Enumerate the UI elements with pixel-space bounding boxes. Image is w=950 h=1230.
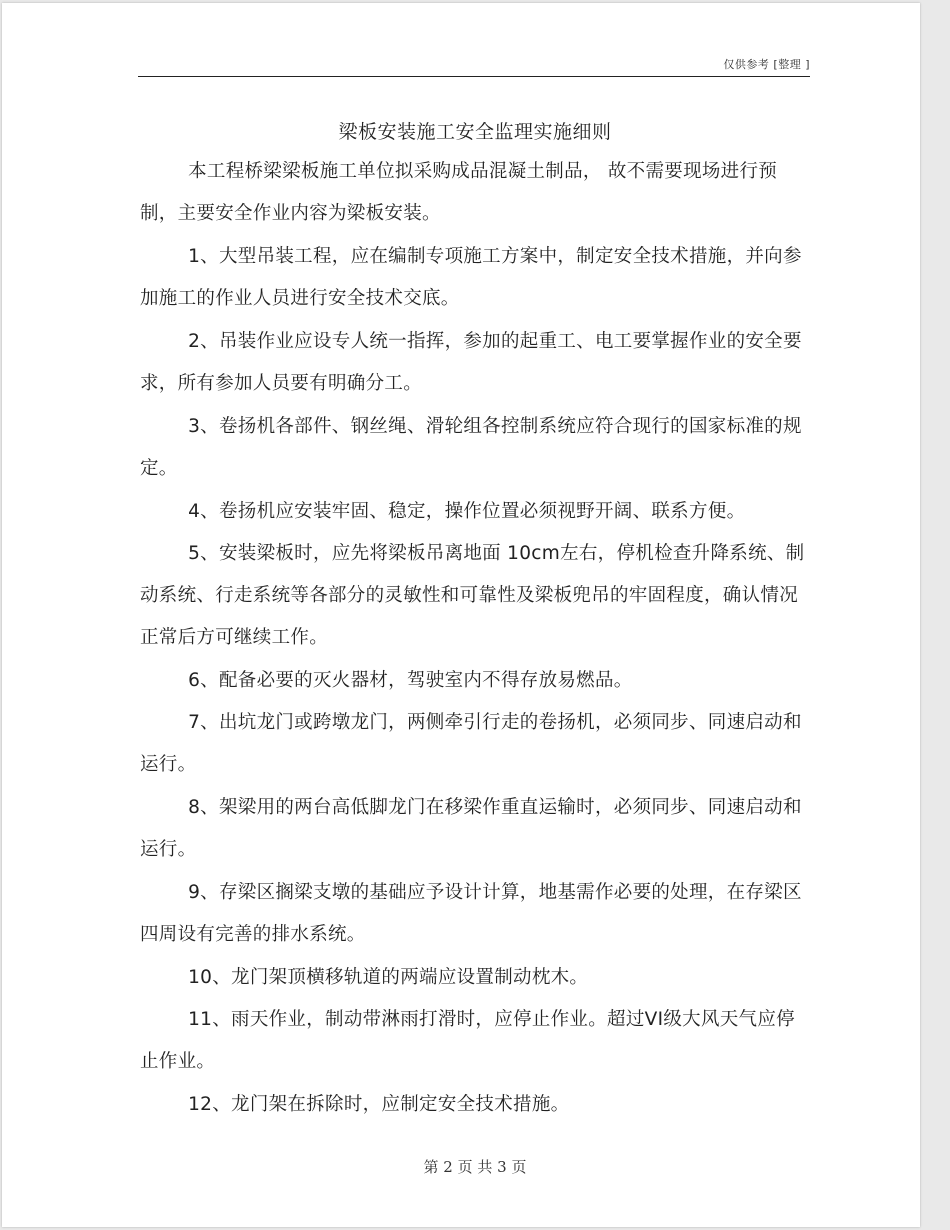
header-note: 仅供参考 [整理 ] (723, 58, 810, 71)
paragraph-item-7: 7、出坑龙门或跨墩龙门，两侧牵引行走的卷扬机，必须同步、同速启动和运行。 (140, 712, 802, 775)
paragraph-item-9: 9、存梁区搁梁支墩的基础应予设计计算，地基需作必要的处理，在存梁区四周设有完善的排水系统。 (140, 882, 802, 945)
paragraph-item-10: 10、龙门架顶横移轨道的两端应设置制动枕木。 (188, 967, 589, 988)
paragraph-item-4: 4、卷扬机应安装牢固、稳定，操作位置必须视野开阔、联系方便。 (188, 501, 746, 522)
paragraph-item-6: 6、配备必要的灭火器材，驾驶室内不得存放易燃品。 (188, 670, 633, 691)
paragraph-item-1: 1、大型吊装工程，应在编制专项施工方案中，制定安全技术措施，并向参加施工的作业人员进行安全技术交底。 (140, 246, 802, 309)
document-title: 梁板安装施工安全监理实施细则 (338, 121, 612, 143)
paragraph-item-2: 2、吊装作业应设专人统一指挥，参加的起重工、电工要掌握作业的安全要求，所有参加人员要有明确分工。 (140, 331, 802, 394)
paragraph-item-5: 5、安装梁板时，应先将梁板吊离地面 10cm左右，停机检查升降系统、制动系统、行走系统等各部分的灵敏性和可靠性及梁板兜吊的牢固程度，确认情况正常后方可继续工作。 (140, 543, 805, 648)
page-header (138, 54, 810, 77)
page-footer: 第 2 页 共 3 页 (423, 1158, 527, 1176)
paragraph-item-8: 8、架梁用的两台高低脚龙门在移梁作重直运输时，必须同步、同速启动和运行。 (140, 797, 802, 860)
paragraph-item-3: 3、卷扬机各部件、钢丝绳、滑轮组各控制系统应符合现行的国家标准的规定。 (140, 416, 802, 479)
paragraph-intro: 本工程桥梁梁板施工单位拟采购成品混凝土制品， 故不需要现场进行预制，主要安全作业内容为梁板安装。 (140, 161, 778, 224)
paragraph-item-11: 11、雨天作业，制动带淋雨打滑时，应停止作业。超过VI级大风天气应停止作业。 (140, 1009, 795, 1072)
paragraph-item-12: 12、龙门架在拆除时，应制定安全技术措施。 (188, 1094, 570, 1115)
